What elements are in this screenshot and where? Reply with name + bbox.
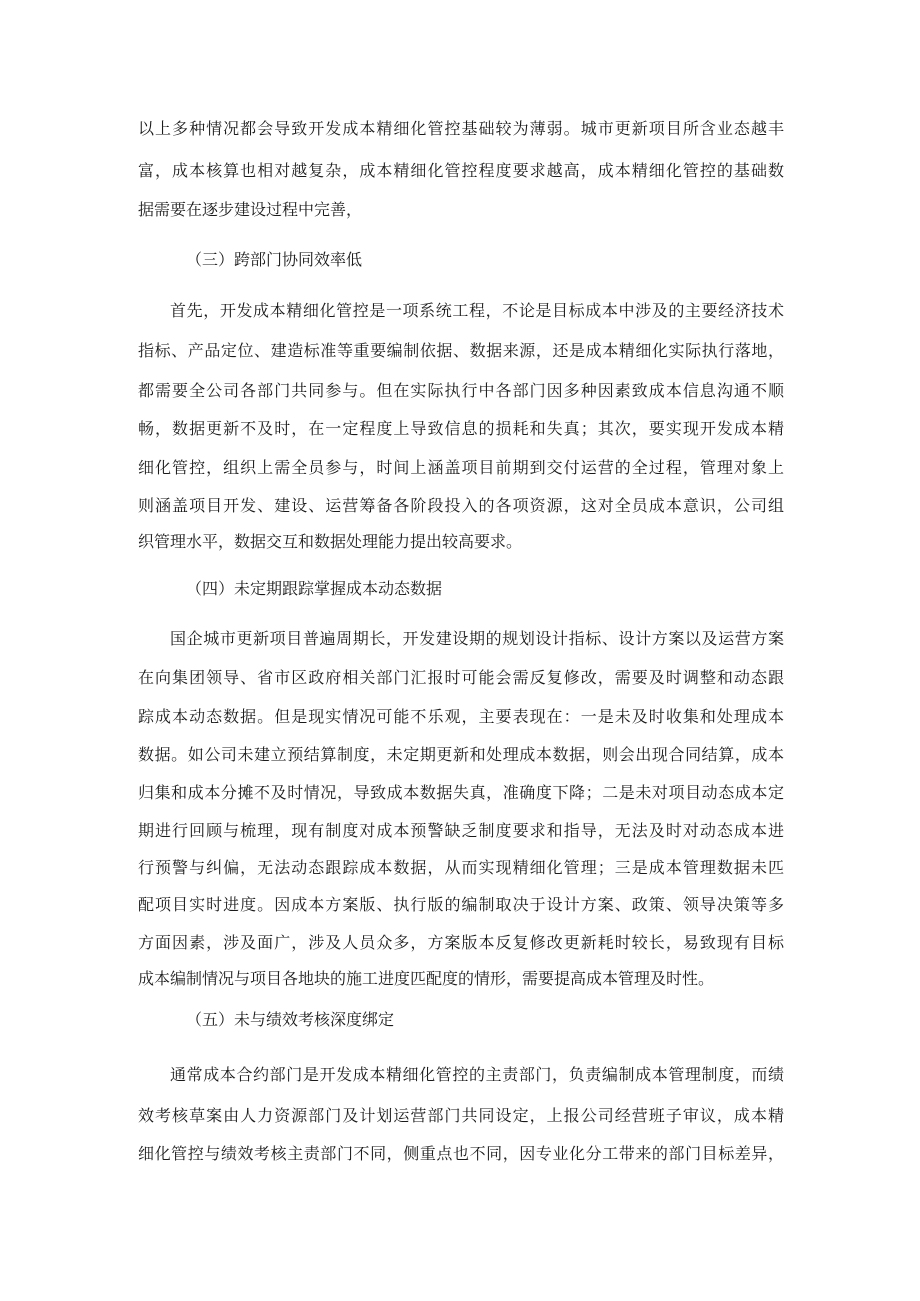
paragraph-2-line-1: 首先，开发成本精细化管控是一项系统工程，不论是目标成本中涉及的主要经济技术	[170, 301, 784, 320]
paragraph-2-line-2: 指标、产品定位、建造标准等重要编制依据、数据来源，还是成本精细化实际执行落地，	[138, 341, 784, 360]
paragraph-4-line-3: 细化管控与绩效考核主责部门不同，侧重点也不同，因专业化分工带来的部门目标差异，	[138, 1144, 784, 1163]
section-heading-4-text: （四）未定期跟踪掌握成本动态数据	[186, 579, 443, 598]
paragraph-4-line-2: 效考核草案由人力资源部门及计划运营部门共同设定，上报公司经营班子审议，成本精	[138, 1106, 784, 1125]
paragraph-2-line-3: 都需要全公司各部门共同参与。但在实际执行中各部门因多种因素致成本信息沟通不顺	[138, 381, 784, 400]
paragraph-3-line-9: 方面因素，涉及面广，涉及人员众多，方案版本反复修改更新耗时较长，易致现有目标	[138, 933, 784, 952]
paragraph-2-line-5: 细化管控，组织上需全员参与，时间上涵盖项目前期到交付运营的全过程，管理对象上	[138, 458, 784, 477]
paragraph-3-line-1: 国企城市更新项目普遍周期长，开发建设期的规划设计指标、设计方案以及运营方案	[170, 629, 784, 648]
paragraph-1-line-2: 富，成本核算也相对越复杂，成本精细化管控程度要求越高，成本精细化管控的基础数	[138, 161, 784, 180]
paragraph-2-line-7: 织管理水平，数据交互和数据处理能力提出较高要求。	[138, 532, 523, 551]
paragraph-3-line-10: 成本编制情况与项目各地块的施工进度匹配度的情形，需要提高成本管理及时性。	[138, 969, 715, 988]
section-heading-5-text: （五）未与绩效考核深度绑定	[186, 1010, 395, 1029]
paragraph-1-line-3: 据需要在逐步建设过程中完善，	[138, 200, 363, 219]
section-heading-3-text: （三）跨部门协同效率低	[186, 250, 363, 269]
paragraph-2-line-4: 畅，数据更新不及时，在一定程度上导致信息的损耗和失真；其次，要实现开发成本精	[138, 419, 784, 438]
paragraph-3-line-3: 踪成本动态数据。但是现实情况可能不乐观，主要表现在：一是未及时收集和处理成本	[138, 707, 784, 726]
paragraph-2-line-6: 则涵盖项目开发、建设、运营筹备各阶段投入的各项资源，这对全员成本意识，公司组	[138, 496, 784, 515]
paragraph-3-line-5: 归集和成本分摊不及时情况，导致成本数据失真，准确度下降；二是未对项目动态成本定	[138, 783, 784, 802]
paragraph-3-line-2: 在向集团领导、省市区政府相关部门汇报时可能会需反复修改，需要及时调整和动态跟	[138, 668, 784, 687]
paragraph-3-line-4: 数据。如公司未建立预结算制度，未定期更新和处理成本数据，则会出现合同结算，成本	[138, 745, 784, 764]
paragraph-4-line-1: 通常成本合约部门是开发成本精细化管控的主责部门，负责编制成本管理制度，而绩	[170, 1065, 784, 1084]
paragraph-3-line-7: 行预警与纠偏，无法动态跟踪成本数据，从而实现精细化管理；三是成本管理数据未匹	[138, 858, 784, 877]
paragraph-3-line-8: 配项目实时进度。因成本方案版、执行版的编制取决于设计方案、政策、领导决策等多	[138, 895, 784, 914]
paragraph-3-line-6: 期进行回顾与梳理，现有制度对成本预警缺乏制度要求和指导，无法及时对动态成本进	[138, 821, 784, 840]
paragraph-1-line-1: 以上多种情况都会导致开发成本精细化管控基础较为薄弱。城市更新项目所含业态越丰	[138, 119, 784, 138]
